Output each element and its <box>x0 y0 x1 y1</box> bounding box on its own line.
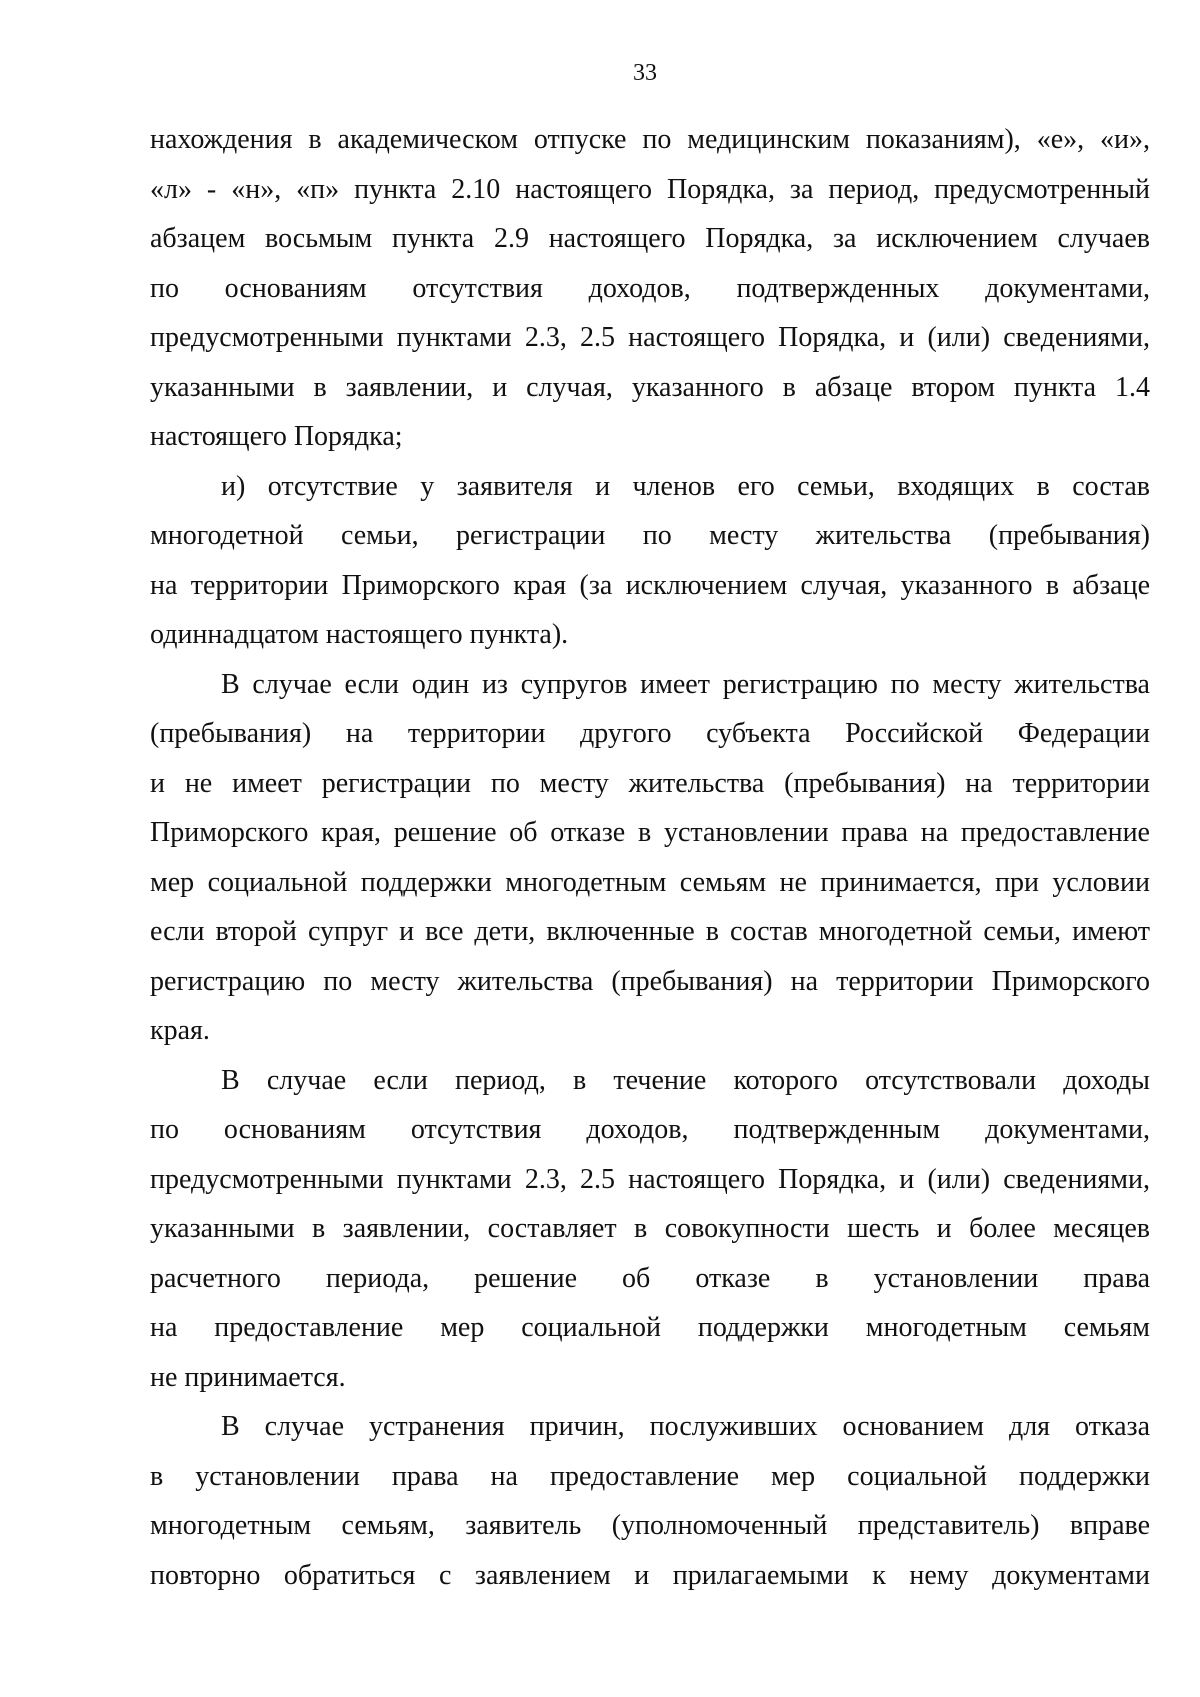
text-line: не принимается. <box>150 1361 346 1393</box>
text-line: В случае устранения причин, послуживших основанием для отказа <box>221 1411 1150 1442</box>
paragraph-3 <box>150 660 1150 1056</box>
text-line: и не имеет регистрации по месту жительства (пребывания) на территории <box>150 767 1150 799</box>
text-line: указанными в заявлении, составляет в совокупности шесть и более месяцев <box>150 1213 1150 1244</box>
paragraph-4 <box>150 1056 1150 1403</box>
text-line: на предоставление мер социальной поддержки многодетным семьям <box>150 1312 1150 1343</box>
text-line: В случае если один из супругов имеет регистрацию по месту жительства <box>221 668 1150 700</box>
text-line: повторно обратиться с заявлением и прилагаемыми к нему документами <box>150 1559 1150 1591</box>
paragraph-1 <box>150 115 1150 462</box>
text-line: (пребывания) на территории другого субъекта Российской Федерации <box>150 718 1150 749</box>
text-line: «л» - «н», «п» пункта 2.10 настоящего Порядка, за период, предусмотренный <box>150 173 1150 205</box>
text-line: настоящего Порядка; <box>150 421 403 452</box>
text-line: по основаниям отсутствия доходов, подтвержденных документами, <box>150 272 1150 304</box>
text-line: регистрацию по месту жительства (пребывания) на территории Приморского <box>150 965 1150 997</box>
text-line: в установлении права на предоставление мер социальной поддержки <box>150 1460 1150 1492</box>
text-line: одиннадцатом настоящего пункта). <box>150 619 569 650</box>
text-line: мер социальной поддержки многодетным семьям не принимается, при условии <box>150 866 1150 898</box>
document-body <box>150 115 1150 1600</box>
text-line: предусмотренными пунктами 2.3, 2.5 настоящего Порядка, и (или) сведениями, <box>150 1163 1150 1195</box>
text-line: предусмотренными пунктами 2.3, 2.5 настоящего Порядка, и (или) сведениями, <box>150 322 1150 353</box>
text-line: расчетного периода, решение об отказе в установлении права <box>150 1262 1150 1294</box>
text-line: Приморского края, решение об отказе в установлении права на предоставление <box>150 817 1150 848</box>
text-line: многодетным семьям, заявитель (уполномоченный представитель) вправе <box>150 1510 1150 1541</box>
text-line: абзацем восьмым пункта 2.9 настоящего Порядка, за исключением случаев <box>150 223 1150 254</box>
text-line: края. <box>150 1015 210 1046</box>
paragraph-5 <box>150 1402 1150 1600</box>
text-line: В случае если период, в течение которого отсутствовали доходы <box>221 1064 1150 1096</box>
paragraph-2 <box>150 462 1150 660</box>
text-line: многодетной семьи, регистрации по месту жительства (пребывания) <box>150 520 1150 551</box>
text-line: по основаниям отсутствия доходов, подтвержденным документами, <box>150 1114 1150 1145</box>
text-line: нахождения в академическом отпуске по медицинским показаниям), «е», «и», <box>150 124 1150 155</box>
page-number: 33 <box>633 60 657 86</box>
text-line: если второй супруг и все дети, включенные в состав многодетной семьи, имеют <box>150 916 1150 947</box>
text-line: на территории Приморского края (за исключением случая, указанного в абзаце <box>150 569 1150 601</box>
text-line: указанными в заявлении, и случая, указанного в абзаце втором пункта 1.4 <box>150 371 1150 403</box>
text-line: и) отсутствие у заявителя и членов его семьи, входящих в состав <box>221 470 1150 502</box>
